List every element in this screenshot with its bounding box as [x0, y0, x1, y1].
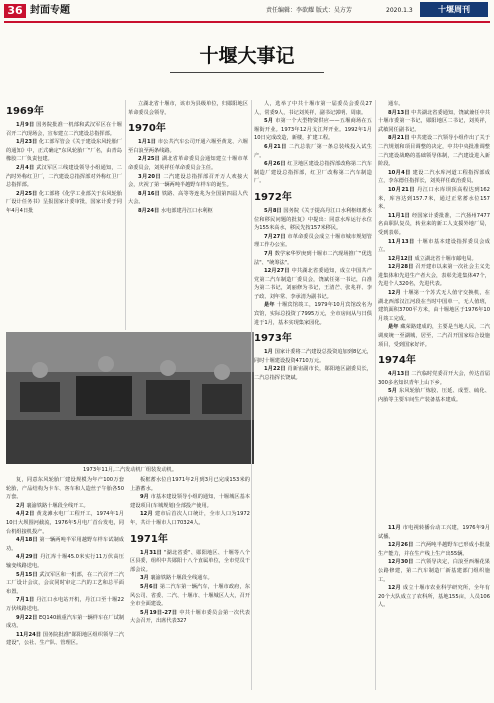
event-text: 丹江口水库坝顶高程达到162米，库容达到157.7米，通过正常蓄水位157米。	[378, 186, 490, 211]
event-entry	[128, 100, 248, 117]
event-text: "湖北省委"、郧阳地区、十堰等八个区县委，组织中共郧阳十八个直属单位，全市党员干部会议。	[130, 549, 250, 573]
year-heading: 1971年	[130, 533, 168, 545]
event-entry	[378, 169, 490, 186]
event-entry	[378, 186, 490, 212]
event-entry	[378, 558, 490, 584]
column-3	[254, 100, 372, 690]
event-entry	[254, 301, 372, 327]
event-date: 4月2日	[16, 511, 35, 518]
event-text: 红卫地区建设总指挥部改称第二汽车制造厂建设总指挥部，红卫厂改称第二汽车制造厂。	[254, 161, 372, 185]
event-date: 5月15日	[16, 571, 38, 578]
column-divider	[251, 100, 252, 690]
event-date: 12月26日	[388, 542, 414, 549]
event-date: 1月9日	[16, 122, 35, 128]
event-text: 十堰第一个苏式无人值守交换机，在湖北西部汉江河段在当时中国单一，无人值班，建筑面积3700平方米，由十堰地区于1976年10月竣工完成。	[378, 290, 490, 322]
event-entry	[6, 164, 122, 190]
event-date: 12月	[140, 511, 153, 518]
event-text: 黄龙滩水电厂工程开工，1974年1月10日大坝围河截流，1976年5月电厂首台发电，同台机组接机投产。	[6, 511, 124, 535]
event-entry	[254, 348, 372, 365]
event-date: 8月13日	[388, 109, 410, 116]
event-text: 藏荣路建成的，主要是当地人民。二汽调度统一至湖城，居至，二汽召开国家综合设施项目，受到国家好评。	[378, 324, 490, 348]
event-text: 第二汽车第一辆汽车，十堰市政府，东风公司、省委、二汽、十堰市、十堰城区人大，召开全市全面建设。	[130, 583, 250, 608]
event-text: 十堰宾馆竣工，1979年10月宾馆改名为宾馆，实际总投资了7995万元，全市房间从与日俱进于1月，基本实现集家园化。	[254, 302, 372, 326]
event-date: 7月1日	[16, 597, 35, 604]
event-date: 9月	[140, 494, 149, 501]
event-entry	[6, 631, 124, 648]
event-date: 5月19日-27日	[140, 609, 178, 616]
event-text: 二汽建设总指挥部召开万人欢接大会，庆祝了第一辆两吨半越野车样车的诞生。	[128, 173, 248, 189]
year-heading: 1969年	[6, 106, 44, 117]
event-entry	[130, 574, 250, 583]
event-entry	[254, 100, 372, 117]
event-entry	[6, 596, 124, 613]
event-date: 3月	[140, 575, 149, 582]
event-text: 市革命委员会成立十堰市城市规划管理工作办公室。	[254, 233, 372, 249]
event-date: 11月13日	[388, 238, 415, 245]
event-text: 襄渝铁路十堰段全线通车。	[150, 575, 213, 582]
event-date: 5月6日	[140, 583, 159, 590]
event-date: 5月8日	[264, 207, 282, 214]
event-date: 2月25日	[16, 190, 38, 197]
event-text: 中共建设二汽领导小组作出了关于二汽规划和项目调整的决定，中共中央批准调整二汽建设战略的基础领导体制，二汽建设进入新阶段。	[378, 135, 490, 168]
event-date: 3月20日	[138, 173, 162, 180]
event-entry	[130, 510, 250, 527]
event-text: 市公共汽车公司开通六堰至黄龙、六堰至白浪至两条线路。	[128, 139, 248, 154]
title-underline	[170, 72, 324, 73]
event-entry	[254, 233, 372, 250]
event-entry	[130, 476, 250, 493]
event-text: 丹江库十堰45.0米实行11万伏高压输变线路送电。	[6, 554, 124, 569]
event-date: 12月28日	[388, 264, 414, 271]
event-text: 铁路、高等等连兆为全国第四届人代大会。	[128, 190, 248, 206]
event-entry	[6, 553, 124, 570]
event-text: 水电部建丹江口水利枢	[160, 207, 213, 214]
event-date: 4月13日	[388, 371, 410, 378]
event-text: 化工部军管会《关于建设东风轮胎厂的通知》中，正式确定"东风轮胎厂"厂名，由青岛橡胶二厂负责包建。	[6, 139, 122, 163]
event-entry	[130, 583, 250, 609]
event-date: 8月24日	[138, 207, 160, 214]
event-date: 7月	[264, 250, 273, 257]
event-entry	[378, 524, 490, 541]
event-entry	[254, 160, 372, 186]
event-text: 经国家计委批准，二汽扬州7477名由职队复员，转业来的新工人支援外地厂局，受到表彰。	[378, 212, 490, 236]
event-date: 9月22日	[16, 614, 38, 621]
event-text: 二汽两吨半越野车已形成小批量生产能力，并在生产线上生产出55辆。	[378, 542, 490, 557]
event-date: 6月21日	[264, 143, 287, 150]
event-text: 召开建市以来第一次社会主义先进集体和先进生产者大会，表彰先进集体47个，先进个人320名，先进代表。	[378, 264, 490, 288]
event-text: 板框蓄水位自1971年2月到3月已完成153米的上游蓄水。	[130, 477, 250, 492]
year-heading: 1970年	[128, 123, 166, 135]
event-text: 二汽总装厂第一条总装线投入试生产。	[254, 143, 372, 159]
column-divider	[125, 100, 126, 330]
event-entry	[378, 238, 490, 255]
event-text: 化工部将《化学工业部关于东风轮胎厂设计任务书》呈报国家计委审批，国家计委于同年4月4日批	[6, 190, 122, 214]
event-entry	[378, 323, 490, 349]
event-entry	[6, 571, 124, 597]
event-entry	[378, 100, 490, 109]
event-text: 成立湖北省十堰市邮电局。	[414, 255, 477, 262]
event-text: 丹江口水电站开机，丹江口至十堰22万伏线路送电。	[6, 597, 124, 612]
event-text: 市电视转播台动工兴建，1976年9月试播。	[378, 525, 490, 540]
event-date: 是年	[264, 302, 275, 309]
event-entry	[378, 370, 490, 387]
event-date: 1月	[264, 349, 273, 356]
event-entry	[378, 263, 490, 289]
column-5	[6, 476, 124, 696]
event-text: 二汽领导决定，白浪至西堰花果公路修建，第二汽车制造厂新基建部门组织施工。	[378, 559, 490, 583]
event-entry	[254, 207, 372, 233]
column-6	[130, 476, 250, 696]
column-divider	[375, 100, 376, 690]
event-entry	[128, 207, 248, 216]
event-text: 成立十堰市农业科学研究所，全年有20个大队成立了农科所，基地155亩，人员106人。	[378, 585, 490, 609]
event-text: 襄渝铁路十堰段全线开工。	[26, 502, 89, 509]
event-date: 12月27日	[264, 268, 290, 275]
section-name: 封面专题	[30, 5, 70, 16]
event-entry	[6, 502, 124, 511]
event-text: 第一辆两吨半军用越野车样车试制成功。	[6, 537, 124, 552]
event-date: 8月21日	[388, 135, 410, 142]
event-entry	[128, 155, 248, 172]
event-date: 12月30日	[388, 559, 414, 566]
event-text: 中共湖北省委通知，成立中国共产党第二汽车制造厂委员会，饶斌任第一书记，白准为第二书记，刘丽修为书记，王清芒、张兆祥、李子政、刘年常、李承清为副书记。	[254, 268, 372, 300]
event-text: 武汉军区三线建设领导小组通知，二汽时外称红卫厂，二汽建设总指挥部对外称红卫厂总指挥部。	[6, 164, 122, 189]
event-text: 肖新宙副市长，郧阳地区副委员长，二汽总指挥长饶斌。	[254, 366, 372, 382]
event-text: 武汉军区和一机部，在二汽召开二汽工厂设计会议，会议同时审定二汽的工艺和总平面布置。	[6, 571, 124, 595]
event-text: 东风轮胎厂炼胶、压延、成型、硫化、内胎等主要车间生产装备基本建成。	[378, 388, 490, 403]
year-heading: 1972年	[254, 191, 292, 203]
event-date: 1月23日	[16, 139, 38, 146]
event-date: 2月25日	[138, 156, 161, 163]
column-2	[128, 100, 248, 332]
event-entry	[254, 365, 372, 382]
page-header	[0, 0, 494, 20]
event-text: 十堰市基本建设指挥委员会成立。	[378, 238, 490, 254]
event-entry	[378, 212, 490, 238]
event-entry	[378, 584, 490, 610]
event-date: 11月24日	[16, 631, 42, 638]
column-4	[378, 100, 490, 520]
event-entry	[128, 173, 248, 190]
event-text: 复，同意东风轮胎厂建设规模为年产100万套轮胎，产品结构为卡车、客车和人造丝子午胎各50万套。	[6, 477, 124, 501]
event-entry	[378, 109, 490, 135]
event-entry	[128, 190, 248, 207]
event-entry	[6, 614, 124, 631]
event-text: 国务院批准一机部和武汉军区在十堰召开二汽现场会，宣布建立二汽建设总指挥部。	[6, 122, 122, 137]
event-date: 11月	[388, 525, 401, 531]
event-date: 4月18日	[16, 537, 38, 544]
issue-date: 2020.1.3	[386, 7, 413, 14]
event-text: 通车。	[388, 101, 404, 107]
event-date: 是年	[388, 324, 399, 331]
event-entry	[378, 289, 490, 323]
event-entry	[130, 549, 250, 575]
event-date: 4月29日	[16, 554, 39, 561]
event-text: 市第一个大型物资供应——五堰商场在五堰街开业。1973年12月戈江拜开业。1992年1月10日完成改造，新楼，扩建工程。	[254, 118, 372, 142]
event-date: 12月	[388, 585, 401, 592]
event-date: 2月	[16, 502, 25, 509]
event-text: 国家计委将二汽建设总投资追加到8亿元，同时十堰建设投资4710万元。	[254, 349, 372, 364]
event-entry	[254, 143, 372, 160]
event-date: 1月31日	[140, 549, 163, 556]
page-title: 十堰大事记	[199, 45, 295, 67]
event-entry	[378, 541, 490, 558]
event-entry	[254, 267, 372, 301]
event-date: 2月4日	[16, 164, 35, 171]
event-entry	[378, 134, 490, 168]
event-date: 1月1日	[138, 139, 157, 146]
header-rule	[4, 21, 490, 23]
event-date: 5月	[388, 388, 398, 395]
event-text: 二汽临时党委召开大会，传达首届300多名知识青年上山下乡。	[378, 371, 490, 386]
event-entry	[130, 609, 250, 626]
event-date: 6月26日	[264, 161, 286, 168]
event-entry	[6, 121, 122, 138]
event-text: 湖北省革命委员会通知建立十堰市革命委员会，刘英祥任革命委员会主任。	[128, 156, 248, 171]
event-date: 11月1日	[388, 212, 411, 219]
event-date: 10月21日	[388, 186, 415, 193]
event-date: 10月4日	[388, 169, 411, 176]
event-entry	[378, 387, 490, 404]
column-8	[378, 524, 490, 694]
event-text: 建设二汽水库河道工程指挥部成立，李东德任指挥长，刘英祥任政治委员。	[378, 169, 490, 185]
event-entry	[128, 138, 248, 155]
event-text: 立湖北省十堰市，该市为县级单位，归郧阳地区革命委员会领导。	[128, 101, 248, 116]
event-date: 7月27日	[264, 233, 286, 240]
event-date: 12月12日	[388, 255, 413, 262]
factory-photo	[6, 332, 254, 464]
page-number: 36	[4, 4, 26, 18]
event-entry	[6, 476, 124, 502]
column-1	[6, 100, 122, 332]
event-date: 8月16日	[138, 190, 161, 197]
event-entry	[6, 190, 122, 216]
year-heading: 1973年	[254, 333, 292, 345]
event-date: 5月	[264, 118, 274, 125]
year-heading: 1974年	[378, 355, 416, 367]
event-text: 市基本建设领导小组的通知，十堰城区基本建设项目(车城规划)全部投产使用。	[130, 494, 250, 509]
event-entry	[254, 250, 372, 267]
event-text: 国务院批准"郧阳地区组织领导二汽建设"，公社、生产队、管理区。	[6, 631, 124, 647]
event-date: 12月	[388, 290, 401, 297]
event-text: 人，选举了中共十堰市第一届委员会委员27人，常委9人，书记刘英祥，副书记郭明、周康。	[254, 101, 372, 116]
event-date: 1月22日	[264, 366, 286, 373]
event-entry	[6, 536, 124, 553]
brand-tag: 十堰周刊	[420, 2, 488, 17]
event-text: 中共湖北省委通知，饶斌兼任中共十堰市委第一书记，郧阳地区二书记，刘英祥，武敏同任副书记。	[378, 109, 490, 133]
event-entry	[378, 255, 490, 264]
event-text: EQ140载重汽车第一辆样车在厂试制成功。	[6, 614, 124, 630]
photo-caption: 1973年11月,二汽发动机厂组装发动机。	[82, 467, 178, 473]
event-entry	[254, 117, 372, 143]
event-text: 中共十堰市委员会第一次代表大会召开，出席代表327	[130, 609, 250, 625]
event-text: 国务院《关于提高丹江口水利枢纽蓄水位和移民问题的批复》中提出：同意水库运行水位为155米高水，移民先按157米移民。	[254, 207, 372, 232]
event-text: 建市后首次人口统计，全市人口为1972年，共计十堰市人口70324人。	[130, 511, 250, 526]
event-entry	[6, 138, 122, 164]
event-entry	[130, 493, 250, 510]
event-text: 数学家华罗庚到十堰市二汽现场推广"优选法"、"统筹法"。	[254, 250, 372, 266]
event-entry	[6, 510, 124, 536]
editor-credit: 责任编辑：李欲耀 版式：吴方芳	[266, 7, 352, 14]
